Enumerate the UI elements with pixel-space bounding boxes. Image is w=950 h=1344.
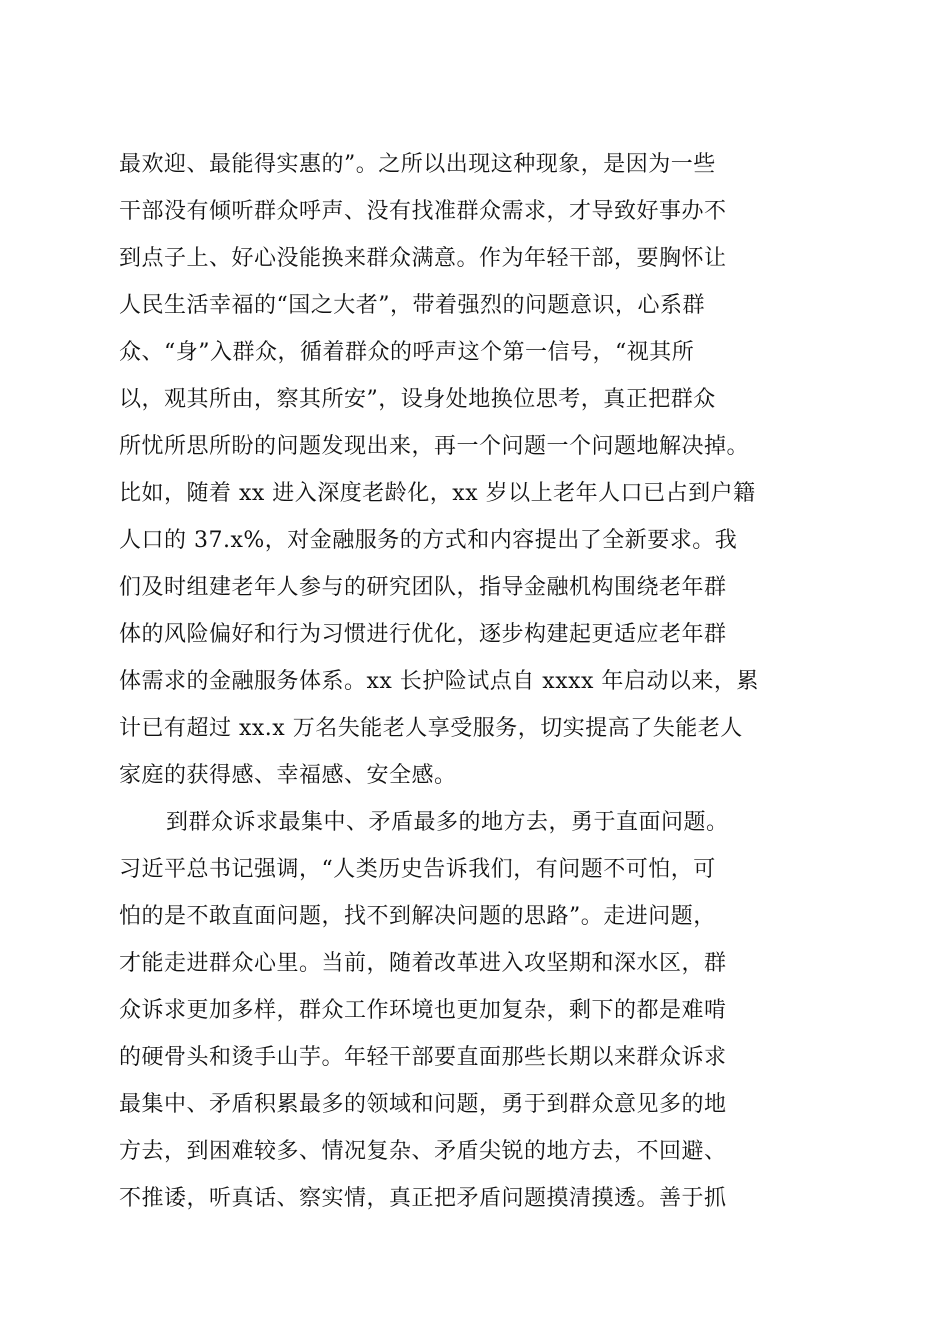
paragraph-line: 方去，到困难较多、情况复杂、矛盾尖锐的地方去，不回避、	[119, 1139, 727, 1164]
paragraph-line: 们及时组建老年人参与的研究团队，指导金融机构围绕老年群	[119, 575, 727, 600]
paragraph-line: 怕的是不敢直面问题，找不到解决问题的思路”。走进问题，	[119, 904, 716, 929]
paragraph-line: 体需求的金融服务体系。xx 长护险试点自 xxxx 年启动以来，累	[119, 669, 759, 694]
paragraph-line: 所忧所思所盼的问题发现出来，再一个问题一个问题地解决掉。	[119, 434, 750, 459]
paragraph-line: 干部没有倾听群众呼声、没有找准群众需求，才导致好事办不	[119, 199, 727, 224]
paragraph-line: 众、“身”入群众，循着群众的呼声这个第一信号，“视其所	[119, 340, 695, 365]
paragraph-2	[119, 799, 839, 1222]
paragraph-line: 习近平总书记强调，“人类历史告诉我们，有问题不可怕，可	[119, 857, 716, 882]
paragraph-line: 到点子上、好心没能换来群众满意。作为年轻干部，要胸怀让	[119, 246, 727, 271]
paragraph-line: 到群众诉求最集中、矛盾最多的地方去，勇于直面问题。	[166, 810, 729, 835]
paragraph-line: 不推诿，听真话、察实情，真正把矛盾问题摸清摸透。善于抓	[119, 1186, 727, 1211]
paragraph-line: 才能走进群众心里。当前，随着改革进入攻坚期和深水区，群	[119, 951, 727, 976]
paragraph-line: 最集中、矛盾积累最多的领域和问题，勇于到群众意见多的地	[119, 1092, 727, 1117]
paragraph-1	[119, 141, 839, 799]
paragraph-line: 的硬骨头和烫手山芋。年轻干部要直面那些长期以来群众诉求	[119, 1045, 727, 1070]
paragraph-line: 体的风险偏好和行为习惯进行优化，逐步构建起更适应老年群	[119, 622, 727, 647]
paragraph-line: 计已有超过 xx.x 万名失能老人享受服务，切实提高了失能老人	[119, 716, 743, 741]
paragraph-line: 人民生活幸福的“国之大者”，带着强烈的问题意识，心系群	[119, 293, 705, 318]
document-body	[119, 141, 839, 1222]
paragraph-line: 家庭的获得感、幸福感、安全感。	[119, 763, 457, 788]
paragraph-line: 人口的 37.x%，对金融服务的方式和内容提出了全新要求。我	[119, 528, 738, 553]
paragraph-line: 比如，随着 xx 进入深度老龄化，xx 岁以上老年人口已占到户籍	[119, 481, 756, 506]
paragraph-line: 众诉求更加多样，群众工作环境也更加复杂，剩下的都是难啃	[119, 998, 727, 1023]
paragraph-line: 以，观其所由，察其所安”，设身处地换位思考，真正把群众	[119, 387, 716, 412]
paragraph-line: 最欢迎、最能得实惠的”。之所以出现这种现象，是因为一些	[119, 152, 716, 177]
